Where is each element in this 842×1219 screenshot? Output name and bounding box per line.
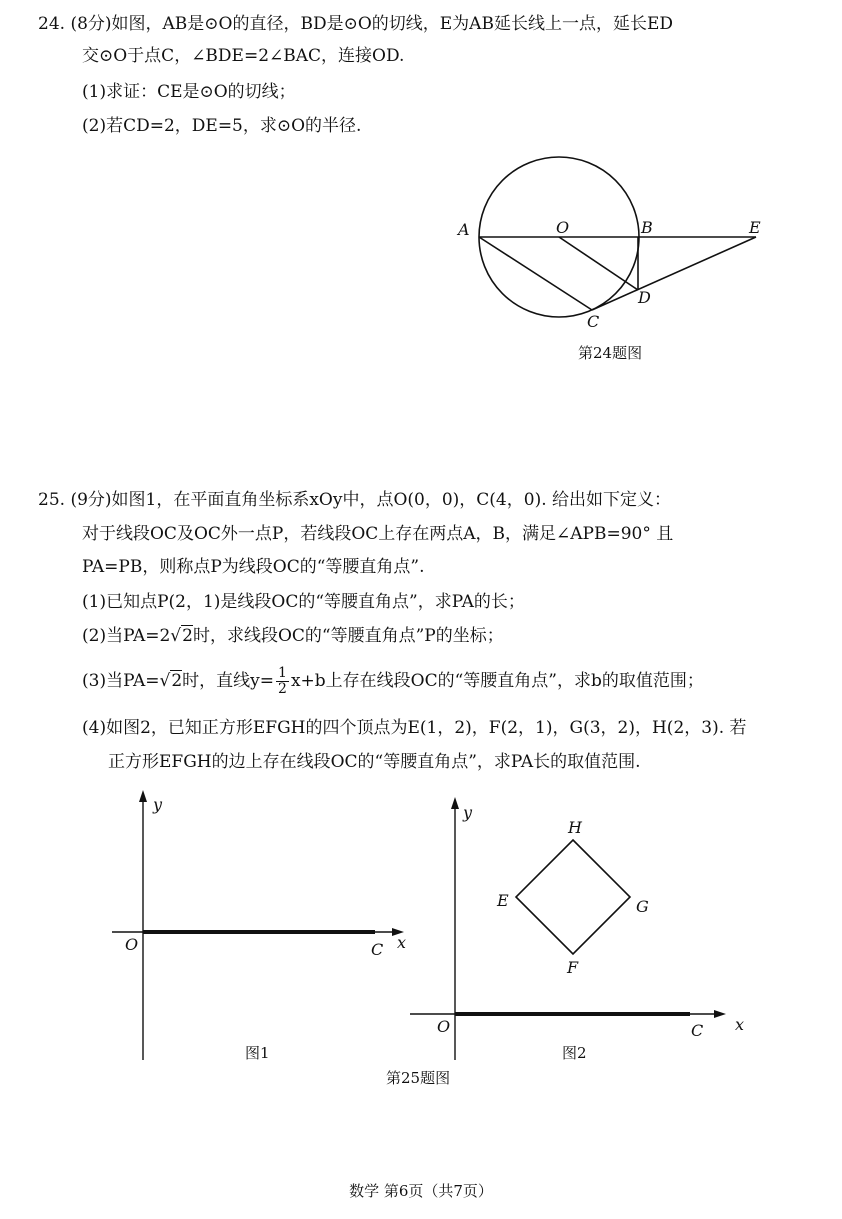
label-e: E (749, 218, 761, 237)
q25-caption: 第25题图 (386, 1069, 451, 1087)
q24-line2: 交⊙O于点C，∠BDE=2∠BAC，连接OD. (82, 46, 405, 66)
fraction-numerator: 1 (278, 665, 287, 681)
q25-part4-line2: 正方形EFGH的边上存在线段OC的“等腰直角点”，求PA长的取值范围. (108, 752, 641, 772)
fig1-c-label: C (371, 940, 384, 959)
label-a: A (458, 220, 470, 239)
q25-part3-a: (3)当PA= (82, 671, 160, 691)
fig1-y-label: y (153, 795, 163, 814)
line-od (559, 237, 638, 290)
q25-part3-c: x+b上存在线段OC的“等腰直角点”，求b的取值范围； (290, 671, 704, 691)
fraction-denominator: 2 (278, 681, 287, 697)
q24-line1: 24. (8分)如图，AB是⊙O的直径，BD是⊙O的切线，E为AB延长线上一点，延长ED (38, 14, 673, 34)
fig2-e-label: E (497, 891, 509, 910)
fig2-y-arrow (451, 797, 459, 809)
fig2-x-label: x (735, 1015, 745, 1034)
fig2-g-label: G (636, 897, 649, 916)
q24-part1: (1)求证：CE是⊙O的切线； (82, 82, 296, 102)
sqrt-sign: √ (159, 671, 171, 691)
label-b: B (641, 218, 653, 237)
label-c: C (587, 312, 600, 331)
q25-part4-line1: (4)如图2，已知正方形EFGH的四个顶点为E(1，2)，F(2，1)，G(3，2)，H(2，3). 若 (82, 718, 747, 738)
square-efgh (516, 840, 630, 954)
q25-part3-sqrt: 2 (171, 671, 183, 691)
q25-part1: (1)已知点P(2，1)是线段OC的“等腰直角点”，求PA的长； (82, 592, 525, 612)
q25-line2: 对于线段OC及OC外一点P，若线段OC上存在两点A，B，满足∠APB=90° 且 (82, 524, 674, 544)
label-o: O (556, 218, 570, 237)
q24-caption: 第24题图 (578, 344, 643, 362)
fraction-one-half (276, 666, 289, 697)
q25-part3 (82, 666, 704, 697)
q25-part2-a: (2)当PA=2 (82, 626, 171, 646)
fig2-y-label: y (463, 803, 473, 822)
sqrt-sign: √ (170, 626, 182, 646)
fig1-x-label: x (397, 933, 407, 952)
fig2-f-label: F (567, 958, 579, 977)
q25-part2 (82, 624, 504, 648)
fig2-h-label: H (568, 818, 582, 837)
q24-part2: (2)若CD=2，DE=5，求⊙O的半径. (82, 116, 362, 136)
fig2-o-label: O (437, 1017, 451, 1036)
fig2-caption: 图2 (562, 1044, 587, 1062)
q25-line1: 25. (9分)如图1，在平面直角坐标系xOy中，点O(0，0)，C(4，0). 给出如下定义： (38, 490, 672, 510)
q25-line3: PA=PB，则称点P为线段OC的“等腰直角点”. (82, 557, 425, 577)
fig2-x-arrow (714, 1010, 726, 1018)
fig1-o-label: O (125, 935, 139, 954)
q25-part2-b: 时，求线段OC的“等腰直角点”P的坐标； (192, 626, 504, 646)
fig1-caption: 图1 (245, 1044, 270, 1062)
label-d: D (638, 288, 651, 307)
q25-part2-sqrt: 2 (182, 626, 193, 646)
q25-part3-b: 时，直线y= (182, 671, 275, 691)
fig1-y-arrow (139, 790, 147, 802)
page-footer: 数学 第6页（共7页） (349, 1182, 493, 1200)
line-ce (592, 237, 756, 310)
fig2-c-label: C (691, 1021, 704, 1040)
